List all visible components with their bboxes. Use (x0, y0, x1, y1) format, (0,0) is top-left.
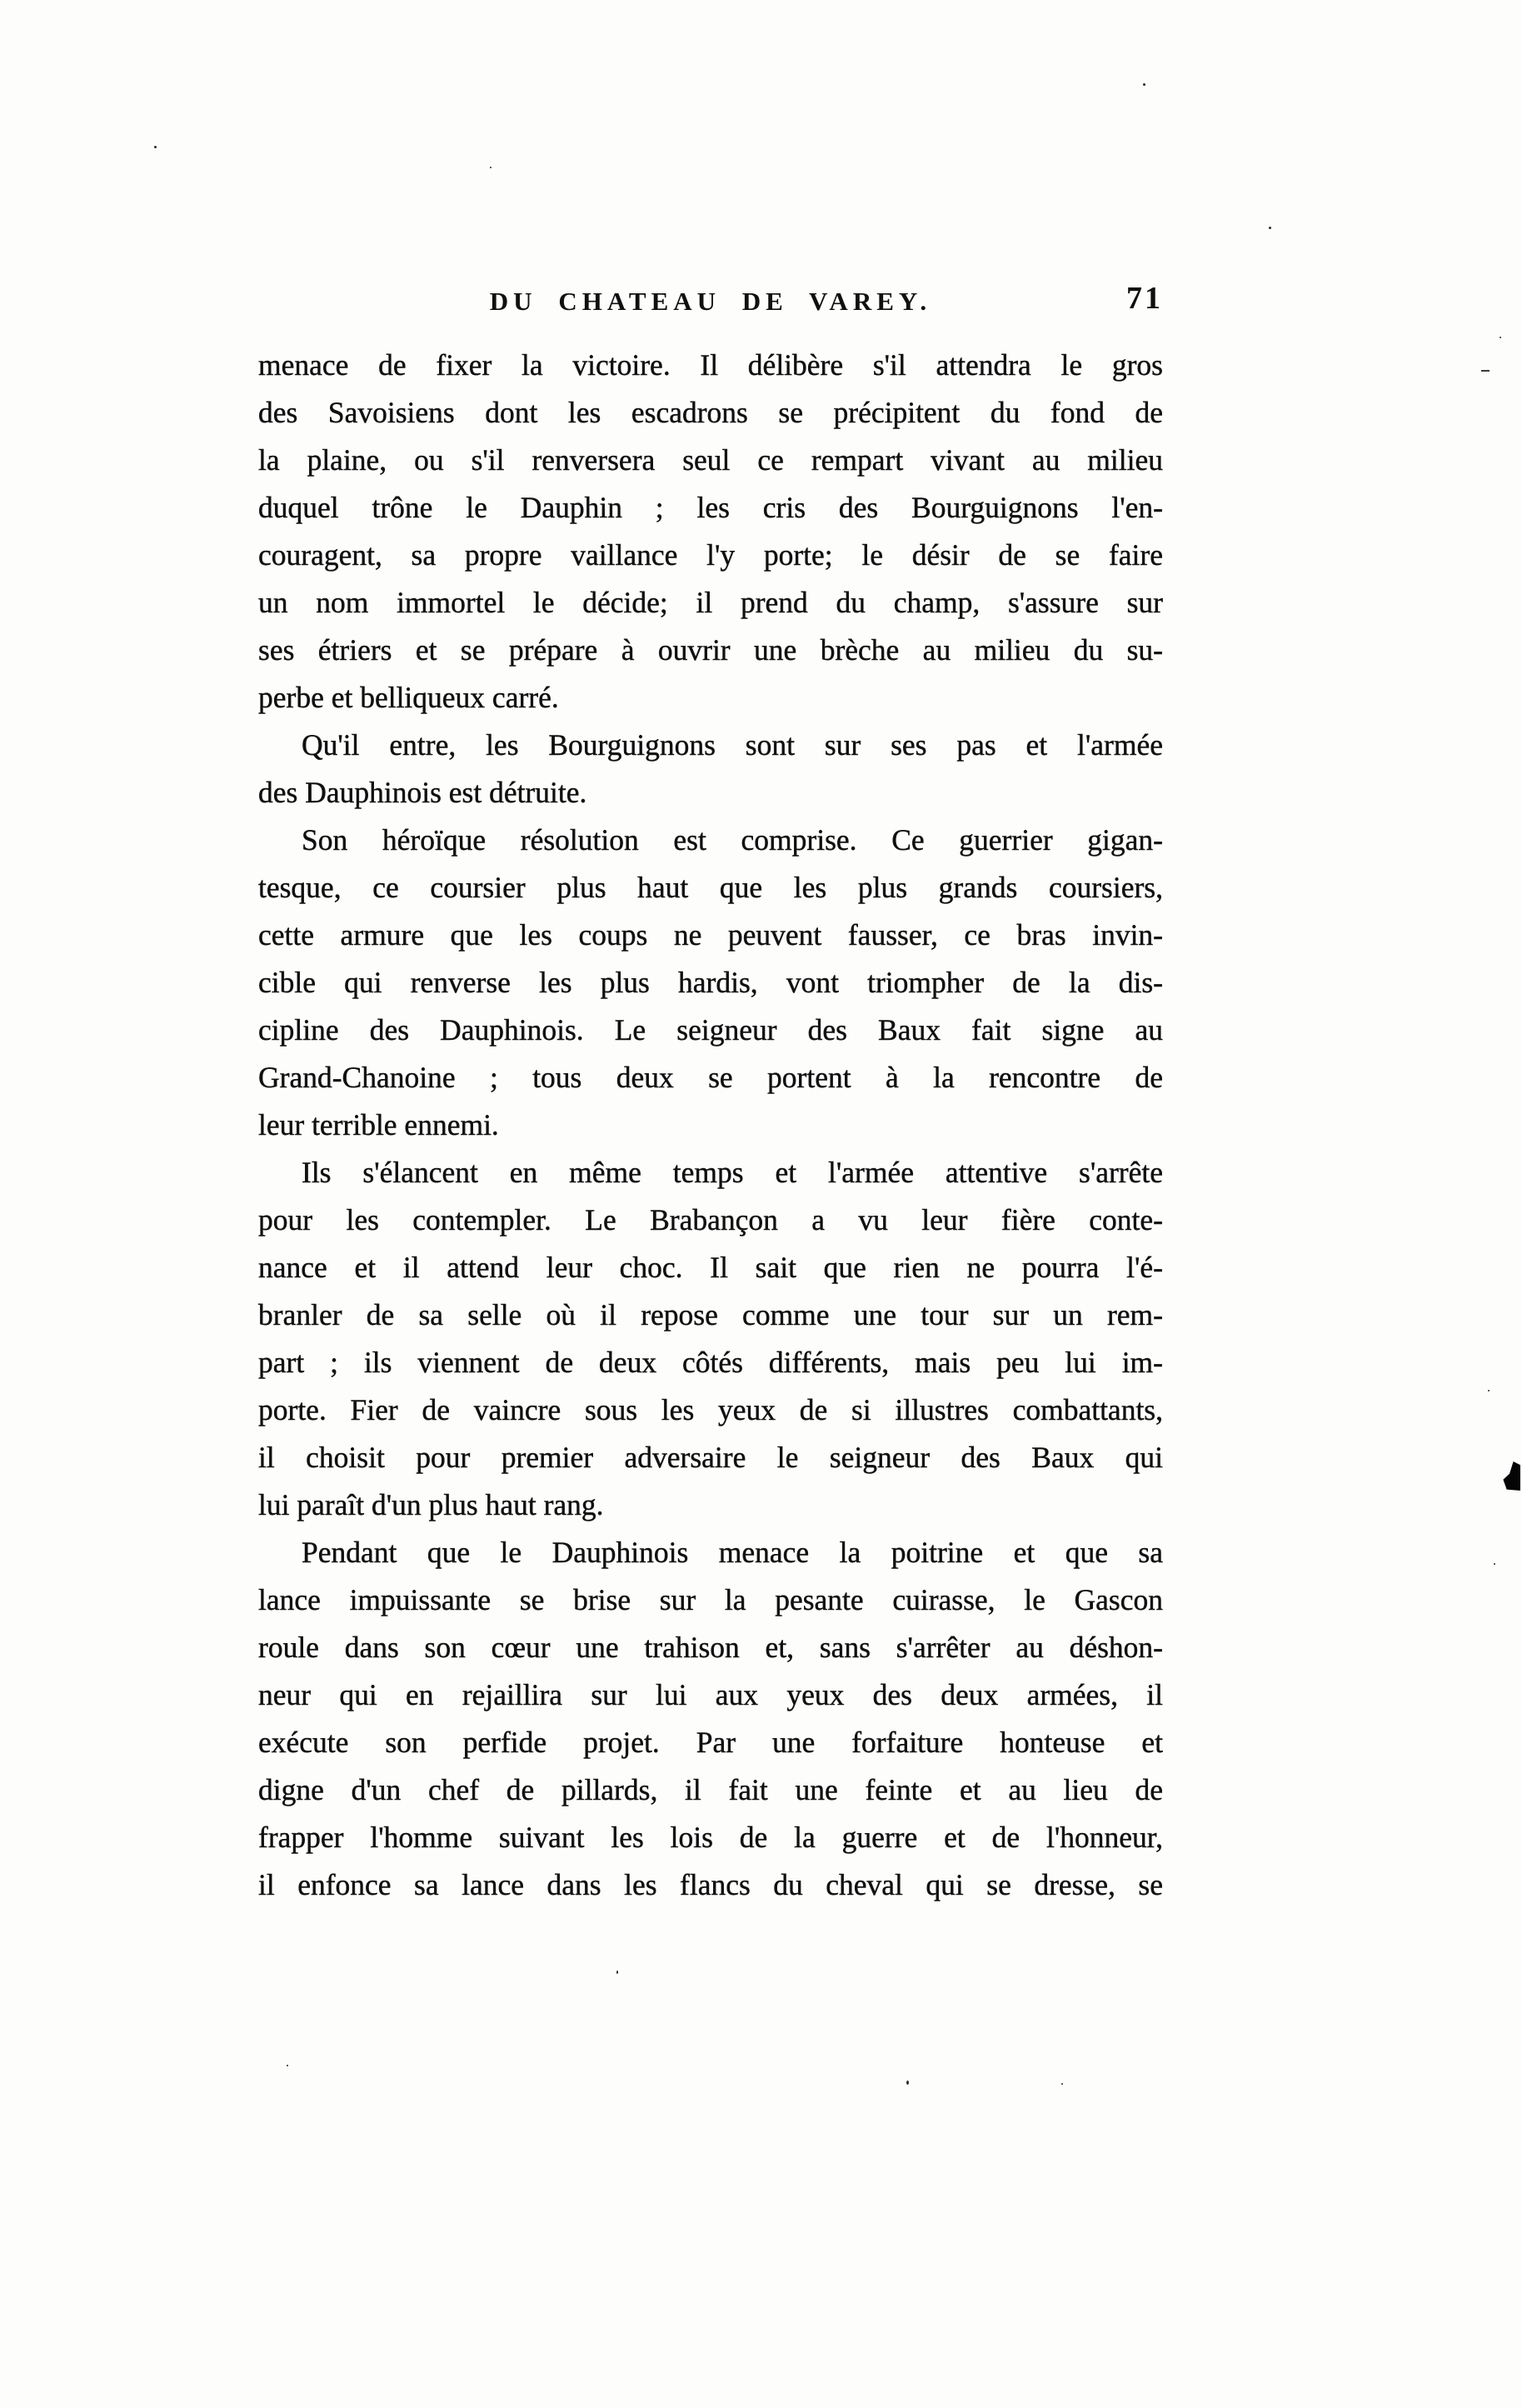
text-line: digne d'un chef de pillards, il fait une feinte et au lieu de (258, 1773, 1163, 1806)
text-line: cible qui renverse les plus hardis, vont triompher de la dis- (258, 966, 1163, 999)
text-line: cette armure que les coups ne peuvent fausser, ce bras invin- (258, 918, 1163, 952)
text-line: Grand-Chanoine ; tous deux se portent à la rencontre de (258, 1061, 1163, 1094)
text-line: branler de sa selle où il repose comme une tour sur un rem- (258, 1298, 1163, 1331)
scan-speck (1488, 1390, 1490, 1391)
scan-speck (1143, 83, 1145, 86)
text-line: porte. Fier de vaincre sous les yeux de si illustres combattants, (258, 1393, 1163, 1426)
text-line: lance impuissante se brise sur la pesante cuirasse, le Gascon (258, 1583, 1163, 1616)
text-line: Pendant que le Dauphinois menace la poitrine et que sa (302, 1536, 1163, 1569)
scan-speck (1500, 337, 1501, 338)
text-line: perbe et belliqueux carré. (258, 681, 559, 714)
running-header-title: DU CHATEAU DE VAREY. (489, 287, 932, 316)
text-line: roule dans son cœur une trahison et, sans s'arrêter au déshon- (258, 1631, 1163, 1664)
text-line: nance et il attend leur choc. Il sait que rien ne pourra l'é- (258, 1251, 1163, 1284)
text-line: neur qui en rejaillira sur lui aux yeux des deux armées, il (258, 1678, 1163, 1711)
text-line: il choisit pour premier adversaire le seigneur des Baux qui (258, 1441, 1163, 1474)
text-line: part ; ils viennent de deux côtés différents, mais peu lui im- (258, 1346, 1163, 1379)
text-line: la plaine, ou s'il renversera seul ce rempart vivant au milieu (258, 443, 1163, 477)
text-line: frapper l'homme suivant les lois de la guerre et de l'honneur, (258, 1821, 1163, 1854)
scan-speck (287, 2065, 288, 2066)
scan-speck (616, 1971, 618, 1974)
text-line: Qu'il entre, les Bourguignons sont sur ses pas et l'armée (302, 728, 1163, 762)
text-line: couragent, sa propre vaillance l'y porte; le désir de se faire (258, 538, 1163, 572)
text-line: Son héroïque résolution est comprise. Ce guerrier gigan- (302, 823, 1163, 857)
text-line: duquel trône le Dauphin ; les cris des Bourguignons l'en- (258, 491, 1163, 524)
text-line: cipline des Dauphinois. Le seigneur des Baux fait signe au (258, 1013, 1163, 1047)
text-line: leur terrible ennemi. (258, 1108, 499, 1142)
text-line: pour les contempler. Le Brabançon a vu leur fière conte- (258, 1203, 1163, 1236)
text-line: des Dauphinois est détruite. (258, 776, 587, 809)
text-line: ses étriers et se prépare à ouvrir une brèche au milieu du su- (258, 633, 1163, 667)
scan-speck (1494, 1563, 1495, 1565)
ink-blot-mark (1503, 1461, 1520, 1491)
scan-speck (1061, 2083, 1063, 2085)
body-text (258, 342, 1163, 1909)
text-line: Ils s'élancent en même temps et l'armée attentive s'arrête (302, 1156, 1163, 1189)
page-number: 71 (1126, 281, 1163, 316)
text-line: tesque, ce coursier plus haut que les plus grands coursiers, (258, 871, 1163, 904)
scan-speck (490, 167, 492, 168)
text-line: lui paraît d'un plus haut rang. (258, 1488, 604, 1521)
text-line: des Savoisiens dont les escadrons se précipitent du fond de (258, 396, 1163, 429)
scan-speck (154, 146, 157, 148)
text-line: exécute son perfide projet. Par une forfaiture honteuse et (258, 1726, 1163, 1759)
text-line: menace de fixer la victoire. Il délibère s'il attendra le gros (258, 348, 1163, 382)
scan-speck (1269, 227, 1271, 229)
scan-dash-mark (1481, 370, 1490, 372)
text-line: un nom immortel le décide; il prend du champ, s'assure sur (258, 586, 1163, 619)
text-line: il enfonce sa lance dans les flancs du cheval qui se dresse, se (258, 1868, 1163, 1901)
scan-speck (906, 2081, 909, 2085)
